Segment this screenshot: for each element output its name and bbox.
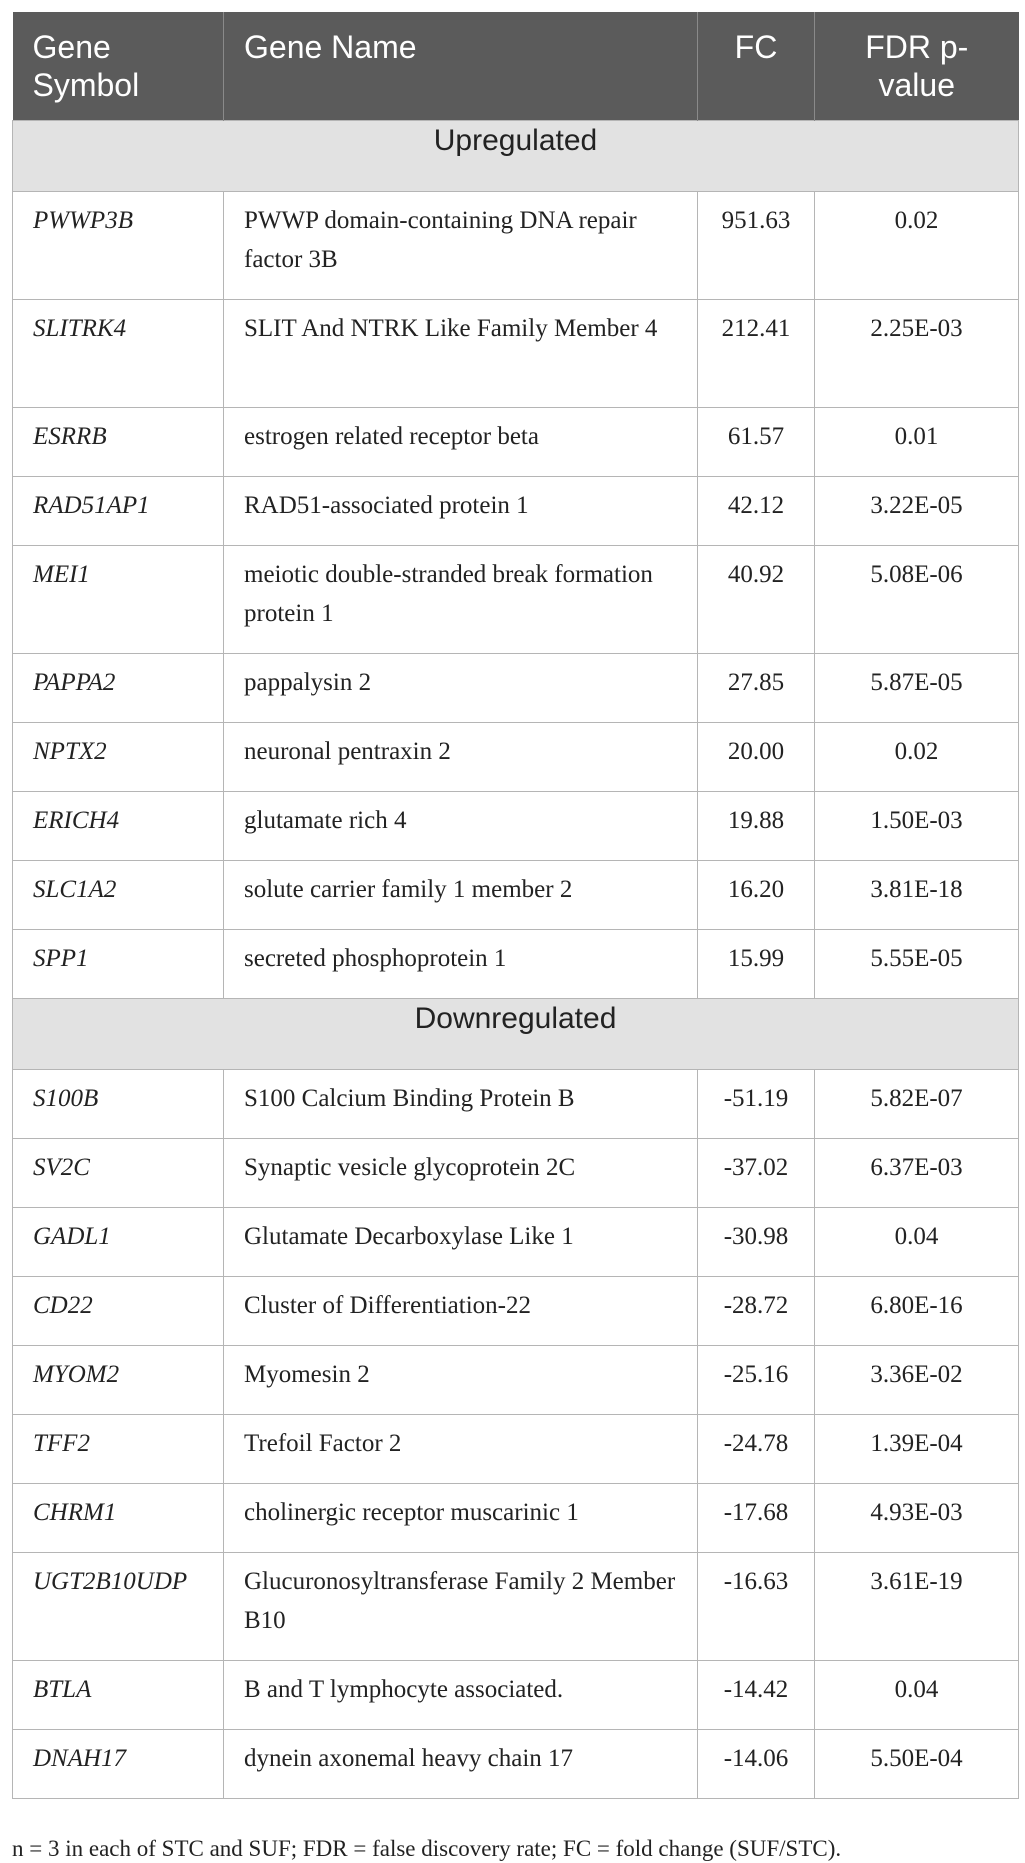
fc-cell: 61.57 xyxy=(698,408,815,477)
table-row xyxy=(13,930,1019,999)
fdr-cell: 4.93E-03 xyxy=(815,1484,1019,1553)
gene-symbol-cell: TFF2 xyxy=(13,1415,224,1484)
gene-name-cell: cholinergic receptor muscarinic 1 xyxy=(224,1484,698,1553)
gene-name-cell: secreted phosphoprotein 1 xyxy=(224,930,698,999)
table-row xyxy=(13,408,1019,477)
gene-name-cell: S100 Calcium Binding Protein B xyxy=(224,1070,698,1139)
fdr-cell: 0.02 xyxy=(815,723,1019,792)
fc-cell: 27.85 xyxy=(698,654,815,723)
fdr-cell: 5.50E-04 xyxy=(815,1730,1019,1799)
fdr-cell: 6.37E-03 xyxy=(815,1139,1019,1208)
gene-symbol-cell: SLITRK4 xyxy=(13,300,224,408)
gene-symbol-cell: NPTX2 xyxy=(13,723,224,792)
gene-symbol-cell: ESRRB xyxy=(13,408,224,477)
section-title: Upregulated xyxy=(13,121,1019,192)
gene-name-cell: Trefoil Factor 2 xyxy=(224,1415,698,1484)
gene-name-cell: B and T lymphocyte associated. xyxy=(224,1661,698,1730)
fdr-cell: 3.36E-02 xyxy=(815,1346,1019,1415)
fc-cell: -28.72 xyxy=(698,1277,815,1346)
fdr-cell: 1.50E-03 xyxy=(815,792,1019,861)
fdr-cell: 3.61E-19 xyxy=(815,1553,1019,1661)
gene-symbol-cell: PAPPA2 xyxy=(13,654,224,723)
gene-name-cell: glutamate rich 4 xyxy=(224,792,698,861)
fc-cell: 40.92 xyxy=(698,546,815,654)
gene-name-cell: PWWP domain-containing DNA repair factor 3B xyxy=(224,192,698,300)
gene-name-cell: Glucuronosyltransferase Family 2 Member B10 xyxy=(224,1553,698,1661)
table-footnote: n = 3 in each of STC and SUF; FDR = false discovery rate; FC = fold change (SUF/STC). xyxy=(12,1836,842,1861)
fc-cell: -30.98 xyxy=(698,1208,815,1277)
table-row xyxy=(13,1208,1019,1277)
fdr-cell: 5.08E-06 xyxy=(815,546,1019,654)
header-fc: FC xyxy=(698,12,815,121)
gene-name-cell: dynein axonemal heavy chain 17 xyxy=(224,1730,698,1799)
gene-name-cell: SLIT And NTRK Like Family Member 4 xyxy=(224,300,698,408)
gene-name-cell: Glutamate Decarboxylase Like 1 xyxy=(224,1208,698,1277)
fdr-cell: 5.82E-07 xyxy=(815,1070,1019,1139)
fdr-cell: 0.04 xyxy=(815,1208,1019,1277)
table-row xyxy=(13,300,1019,408)
fc-cell: 16.20 xyxy=(698,861,815,930)
gene-symbol-cell: MEI1 xyxy=(13,546,224,654)
table-row xyxy=(13,723,1019,792)
section-row xyxy=(13,121,1019,192)
gene-symbol-cell: UGT2B10UDP xyxy=(13,1553,224,1661)
fc-cell: -14.06 xyxy=(698,1730,815,1799)
gene-name-cell: Synaptic vesicle glycoprotein 2C xyxy=(224,1139,698,1208)
gene-symbol-cell: SV2C xyxy=(13,1139,224,1208)
table-row xyxy=(13,861,1019,930)
fdr-cell: 0.02 xyxy=(815,192,1019,300)
fc-cell: 212.41 xyxy=(698,300,815,408)
fc-cell: 15.99 xyxy=(698,930,815,999)
fdr-cell: 5.87E-05 xyxy=(815,654,1019,723)
table-row xyxy=(13,1139,1019,1208)
table-row xyxy=(13,1730,1019,1799)
fdr-cell: 6.80E-16 xyxy=(815,1277,1019,1346)
table-header xyxy=(13,12,1019,121)
gene-name-cell: estrogen related receptor beta xyxy=(224,408,698,477)
gene-symbol-cell: ERICH4 xyxy=(13,792,224,861)
fc-cell: 19.88 xyxy=(698,792,815,861)
fc-cell: -17.68 xyxy=(698,1484,815,1553)
table-row xyxy=(13,1415,1019,1484)
table-row xyxy=(13,1484,1019,1553)
table-row xyxy=(13,192,1019,300)
gene-symbol-cell: SLC1A2 xyxy=(13,861,224,930)
gene-symbol-cell: PWWP3B xyxy=(13,192,224,300)
table-row xyxy=(13,1346,1019,1415)
table-row xyxy=(13,1277,1019,1346)
table-row xyxy=(13,1553,1019,1661)
gene-symbol-cell: SPP1 xyxy=(13,930,224,999)
fc-cell: 42.12 xyxy=(698,477,815,546)
fc-cell: 20.00 xyxy=(698,723,815,792)
table-row xyxy=(13,654,1019,723)
section-title: Downregulated xyxy=(13,999,1019,1070)
gene-name-cell: Myomesin 2 xyxy=(224,1346,698,1415)
fc-cell: -25.16 xyxy=(698,1346,815,1415)
fdr-cell: 0.01 xyxy=(815,408,1019,477)
table-row xyxy=(13,1070,1019,1139)
gene-symbol-cell: DNAH17 xyxy=(13,1730,224,1799)
gene-name-cell: Cluster of Differentiation-22 xyxy=(224,1277,698,1346)
gene-name-cell: RAD51-associated protein 1 xyxy=(224,477,698,546)
fc-cell: -16.63 xyxy=(698,1553,815,1661)
gene-symbol-cell: RAD51AP1 xyxy=(13,477,224,546)
gene-symbol-cell: MYOM2 xyxy=(13,1346,224,1415)
header-gene-name: Gene Name xyxy=(224,12,698,121)
fdr-cell: 5.55E-05 xyxy=(815,930,1019,999)
gene-name-cell: pappalysin 2 xyxy=(224,654,698,723)
gene-symbol-cell: GADL1 xyxy=(13,1208,224,1277)
gene-name-cell: solute carrier family 1 member 2 xyxy=(224,861,698,930)
gene-symbol-cell: S100B xyxy=(13,1070,224,1139)
gene-name-cell: neuronal pentraxin 2 xyxy=(224,723,698,792)
fdr-cell: 3.22E-05 xyxy=(815,477,1019,546)
fc-cell: 951.63 xyxy=(698,192,815,300)
gene-symbol-cell: CD22 xyxy=(13,1277,224,1346)
fc-cell: -14.42 xyxy=(698,1661,815,1730)
section-row xyxy=(13,999,1019,1070)
gene-name-cell: meiotic double-stranded break formation protein 1 xyxy=(224,546,698,654)
fdr-cell: 3.81E-18 xyxy=(815,861,1019,930)
gene-symbol-cell: CHRM1 xyxy=(13,1484,224,1553)
fc-cell: -51.19 xyxy=(698,1070,815,1139)
fc-cell: -24.78 xyxy=(698,1415,815,1484)
header-fdr: FDR p-value xyxy=(815,12,1019,121)
table-row xyxy=(13,1661,1019,1730)
table-row xyxy=(13,546,1019,654)
gene-table xyxy=(12,12,1019,1799)
fc-cell: -37.02 xyxy=(698,1139,815,1208)
gene-symbol-cell: BTLA xyxy=(13,1661,224,1730)
fdr-cell: 0.04 xyxy=(815,1661,1019,1730)
table-row xyxy=(13,792,1019,861)
fdr-cell: 1.39E-04 xyxy=(815,1415,1019,1484)
header-gene-symbol: Gene Symbol xyxy=(13,12,224,121)
table-row xyxy=(13,477,1019,546)
table-body xyxy=(13,121,1019,1799)
gene-table-container xyxy=(12,12,1018,1799)
fdr-cell: 2.25E-03 xyxy=(815,300,1019,408)
